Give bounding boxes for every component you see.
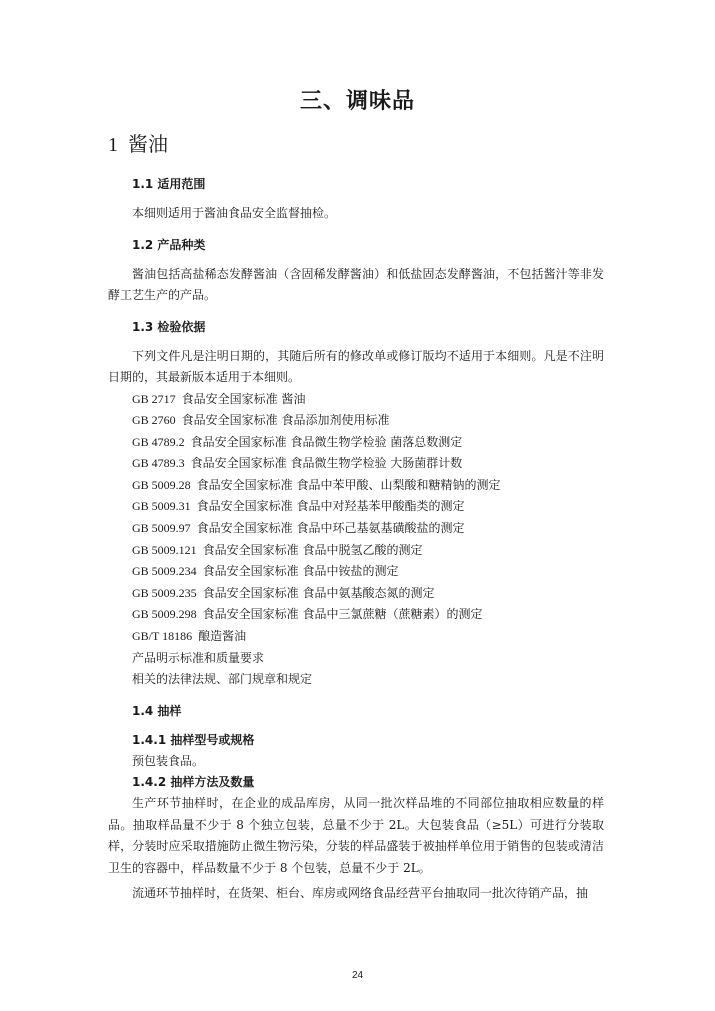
list-item xyxy=(108,432,604,454)
section-number: 1 xyxy=(108,134,118,156)
standards-list xyxy=(108,389,604,648)
standard-code: GB/T 18186 xyxy=(132,629,193,644)
standard-code: GB 5009.121 xyxy=(132,542,197,557)
list-item xyxy=(108,410,604,432)
extra-reference-2: 相关的法律法规、部门规章和规定 xyxy=(132,672,313,687)
list-item xyxy=(108,453,604,475)
paragraph-1-2: 酱油包括高盐稀态发酵酱油（含固稀发酵酱油）和低盐固态发酵酱油，不包括酱汁等非发酵工艺生产的产品。 xyxy=(108,266,604,302)
standard-code: GB 5009.235 xyxy=(132,585,197,600)
chapter-title: 三、调味品 xyxy=(299,89,415,114)
standard-code: GB 4789.3 xyxy=(132,456,185,471)
paragraph-1-1: 本细则适用于酱油食品安全监督抽检。 xyxy=(132,206,337,220)
list-item xyxy=(108,561,604,583)
heading-1-1: 1.1 适用范围 xyxy=(132,177,206,191)
paragraph-1-4-2-a: 生产环节抽样时，在企业的成品库房，从同一批次样品堆的不同部位抽取相应数量的样品。抽取样品量不少于 8 个独立包装，总量不少于 2L。大包装食品（≥5L）可进行分装取样，分装时应采取措施防止微生物污染，分装的样品盛装于被抽样单位用于销售的包装或清洁卫生的容器中，样品数量不少于 8 个包装，总量不少于 2L。 xyxy=(108,796,604,875)
section-title-text: 酱油 xyxy=(128,132,168,156)
standard-name: 食品安全国家标准 食品添加剂使用标准 xyxy=(181,413,390,428)
standard-name: 食品安全国家标准 食品中环己基氨基磺酸盐的测定 xyxy=(196,521,465,536)
standard-name: 食品安全国家标准 食品中氨基酸态氮的测定 xyxy=(202,585,435,600)
paragraph-1-4-1: 预包装食品。 xyxy=(132,753,205,768)
standard-code: GB 5009.298 xyxy=(132,607,197,622)
standard-code: GB 2717 xyxy=(132,391,176,406)
standard-code: GB 5009.97 xyxy=(132,521,191,536)
list-item xyxy=(108,583,604,605)
standard-code: GB 5009.234 xyxy=(132,564,197,579)
heading-1-3: 1.3 检验依据 xyxy=(132,319,206,334)
heading-1-4-1: 1.4.1 抽样型号或规格 xyxy=(132,732,255,747)
section-title xyxy=(108,128,168,157)
standard-name: 食品安全国家标准 食品中对羟基苯甲酸酯类的测定 xyxy=(196,499,465,514)
standard-code: GB 5009.28 xyxy=(132,477,191,492)
page-number: 24 xyxy=(351,970,364,981)
heading-1-4: 1.4 抽样 xyxy=(132,703,182,718)
standard-code: GB 2760 xyxy=(132,413,176,428)
list-item xyxy=(108,604,604,626)
paragraph-1-3-intro: 下列文件凡是注明日期的，其随后所有的修改单或修订版均不适用于本细则。凡是不注明日期的，其最新版本适用于本细则。 xyxy=(108,348,604,384)
standard-name: 食品安全国家标准 食品中三氯蔗糖（蔗糖素）的测定 xyxy=(202,607,483,622)
extra-reference-1: 产品明示标准和质量要求 xyxy=(132,650,265,665)
list-item xyxy=(108,518,604,540)
standard-name: 酿造酱油 xyxy=(198,629,247,644)
standard-name: 食品安全国家标准 食品中苯甲酸、山梨酸和糖精钠的测定 xyxy=(196,477,501,492)
list-item xyxy=(108,496,604,518)
heading-1-4-2: 1.4.2 抽样方法及数量 xyxy=(132,775,255,790)
document-body xyxy=(108,174,604,905)
standard-name: 食品安全国家标准 食品中脱氢乙酸的测定 xyxy=(202,542,423,557)
standard-name: 食品安全国家标准 食品中铵盐的测定 xyxy=(202,564,399,579)
list-item xyxy=(108,540,604,562)
heading-1-2: 1.2 产品种类 xyxy=(132,237,206,252)
standard-name: 食品安全国家标准 食品微生物学检验 大肠菌群计数 xyxy=(190,456,463,471)
list-item xyxy=(108,389,604,411)
list-item xyxy=(108,475,604,497)
standard-name: 食品安全国家标准 食品微生物学检验 菌落总数测定 xyxy=(190,434,463,449)
standard-code: GB 5009.31 xyxy=(132,499,191,514)
list-item xyxy=(108,626,604,648)
paragraph-1-4-2-b: 流通环节抽样时，在货架、柜台、库房或网络食品经营平台抽取同一批次待销产品，抽 xyxy=(132,886,589,901)
standard-name: 食品安全国家标准 酱油 xyxy=(181,391,306,406)
standard-code: GB 4789.2 xyxy=(132,434,185,449)
